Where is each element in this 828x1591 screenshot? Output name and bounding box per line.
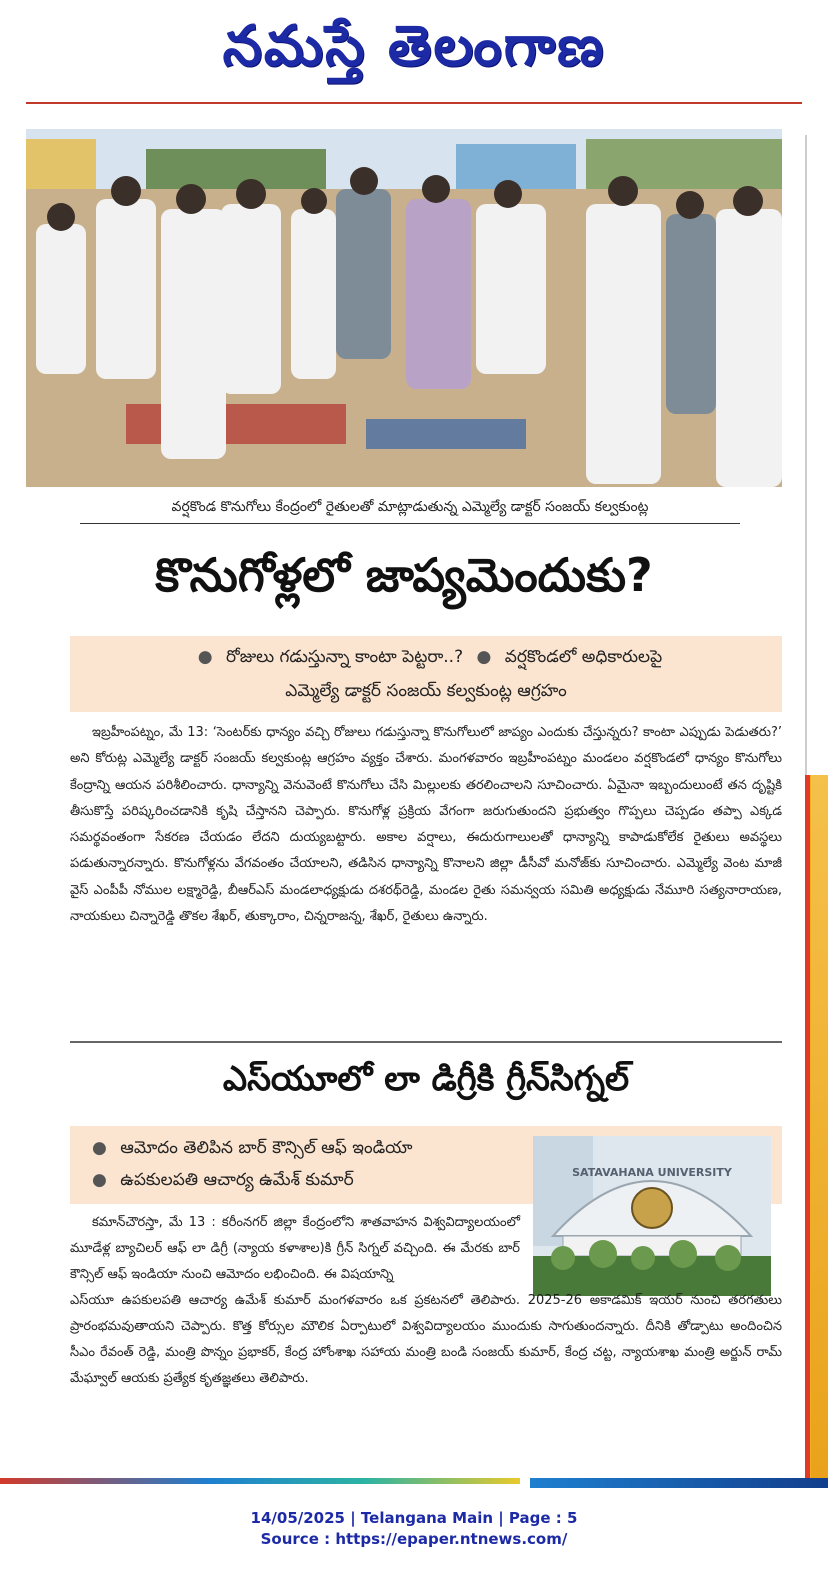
article2-wrapped-text (70, 1210, 520, 1288)
photo-caption: వర్షకొండ కొనుగోలు కేంద్రంలో రైతులతో మాట్లాడుతున్న ఎమ్మెల్యే డాక్టర్ సంజయ్ కల్వకుంట్ల (80, 492, 740, 524)
article1-body (70, 720, 782, 930)
article-divider (70, 1041, 782, 1043)
bottom-ad-bar-right (530, 1478, 828, 1488)
subhead-text-b: వర్షకొండలో అధికారులపై (504, 647, 663, 667)
article1-subhead-box (70, 636, 782, 712)
subhead-text-a: రోజులు గడుస్తున్నా కాంటా పెట్టరా..? (226, 647, 464, 667)
subhead-row-2: ఎమ్మెల్యే డాక్టర్ సంజయ్ కల్వకుంట్ల ఆగ్రహం (285, 681, 567, 701)
bullet-icon: ● (92, 1170, 107, 1190)
newspaper-title: నమస్తే తెలంగాణ (222, 13, 606, 79)
masthead (0, 0, 828, 105)
article1-paragraph: ఇబ్రహీంపట్నం, మే 13: ‘సెంటర్‌కు ధాన్యం వచ్చి రోజులు గడుస్తున్నా కొనుగోలులో జాప్యం ఎందుకు చేస్తున్నరు? కాంటా ఎప్పుడు పెడుతరు?’ అని కోరుట్ల ఎమ్మెల్యే డాక్టర్ సంజయ్ కల్వకుంట్ల ఆగ్రహం వ్యక్తం చేశారు. మంగళవారం ఇబ్రహీంపట్నం మండలం వర్షకొండలో ధాన్యం కొనుగోలు కేంద్రాన్ని ఆయన పరిశీలించారు. ధాన్యాన్ని వెనువెంటే కొనుగోలు చేసి మిల్లులకు తరలించాలని సూచించారు. ఏమైనా ఇబ్బందులుంటే తన దృష్టికి తీసుకొస్తే పరిష్కరించడానికి కృషి చేస్తానని చెప్పారు. కొనుగోళ్ల ప్రక్రియ వేగంగా జరుగుతుందని ప్రభుత్వం గొప్పలు చెప్పడం తప్పా ఎక్కడ సమర్థవంతంగా సేకరణ చేయడం లేదని దుయ్యబట్టారు. అకాల వర్షాలు, ఈదురుగాలులతో ధాన్యాన్ని కాపాడుకోలేక రైతులు అవస్థలు పడుతున్నారన్నారు. కొనుగోళ్లను వేగవంతం చేయాలని, తడిసిన ధాన్యాన్ని కొనాలని జిల్లా డీసీవో మనోజ్‌కు సూచించారు. ఎమ్మెల్యే వెంట మాజీ వైస్ ఎంపీపీ నోముల లక్ష్మారెడ్డి, బీఆర్‌ఎస్ మండలాధ్యక్షుడు దశరథ్‌రెడ్డి, మండల రైతు సమన్వయ సమితి అధ్యక్షుడు నేమూరి సత్యనారాయణ, నాయకులు చిన్నారెడ్డి తొకల శేఖర్, తుక్కారాం, చిన్నరాజన్న, శేఖర్, రైతులు ఉన్నారు. (70, 725, 782, 925)
side-ad-strip (805, 775, 828, 1480)
article2-paragraph-2: ఎస్‌యూ ఉపకులపతి ఆచార్య ఉమేశ్ కుమార్ మంగళవారం ఒక ప్రకటనలో తెలిపారు. 2025-26 అకాడమిక్ ఇయర్ నుంచి తరగతులు ప్రారంభమవుతాయని చెప్పారు. కొత్త కోర్సుల మౌలిక ఏర్పాటులో విశ్వవిద్యాలయం ముందుకు సాగుతుందన్నారు. దీనికి తోడ్పాటు అందించిన సీఎం రేవంత్ రెడ్డి, మంత్రి పొన్నం ప్రభాకర్, కేంద్ర హోంశాఖ సహాయ మంత్రి బండి సంజయ్ కుమార్, కేంద్ర చట్ట, న్యాయశాఖ మంత్రి అర్జున్ రామ్ మేఘ్వాల్ ఆయకు ప్రత్యేక కృతజ్ఞతలు తెలిపారు. (70, 1293, 782, 1386)
bullet-icon: ● (476, 647, 492, 667)
news-photo (26, 129, 782, 487)
subhead2-text-2: ఉపకులపతి ఆచార్య ఉమేశ్ కుమార్ (120, 1170, 354, 1190)
column-rule (805, 135, 807, 775)
university-sign-text: SATAVAHANA UNIVERSITY (572, 1166, 732, 1179)
masthead-rule (26, 102, 802, 104)
subhead-row-1 (82, 640, 770, 674)
bullet-icon: ● (92, 1138, 107, 1158)
article2-headline: ఎస్‌యూలో లా డిగ్రీకి గ్రీన్‌సిగ్నల్ (222, 1059, 630, 1099)
article2-body (70, 1210, 782, 1392)
page-footer (0, 1508, 828, 1550)
subhead2-text-1: ఆమోదం తెలిపిన బార్ కౌన్సిల్ ఆఫ్ ఇండియా (120, 1138, 413, 1158)
article2-paragraph-1: కమాన్‌చౌరస్తా, మే 13 : కరీంనగర్ జిల్లా కేంద్రంలోని శాతవాహన విశ్వవిద్యాలయంలో మూడేళ్ల బ్యాచిలర్ ఆఫ్ లా డిగ్రీ (న్యాయ కళాశాల)కి గ్రీన్ సిగ్నల్ వచ్చింది. ఈ మేరకు బార్ కౌన్సిల్ ఆఫ్ ఇండియా నుంచి ఆమోదం లభించింది. ఈ విషయాన్ని (70, 1215, 520, 1282)
bottom-ad-bar-left (0, 1478, 520, 1484)
footer-source-link[interactable]: Source : https://epaper.ntnews.com/ (260, 1530, 568, 1548)
footer-date-page: 14/05/2025 | Telangana Main | Page : 5 (250, 1509, 578, 1527)
article1-headline: కొనుగోళ్లలో జాప్యమెందుకు? (155, 548, 653, 602)
bullet-icon: ● (197, 647, 213, 667)
